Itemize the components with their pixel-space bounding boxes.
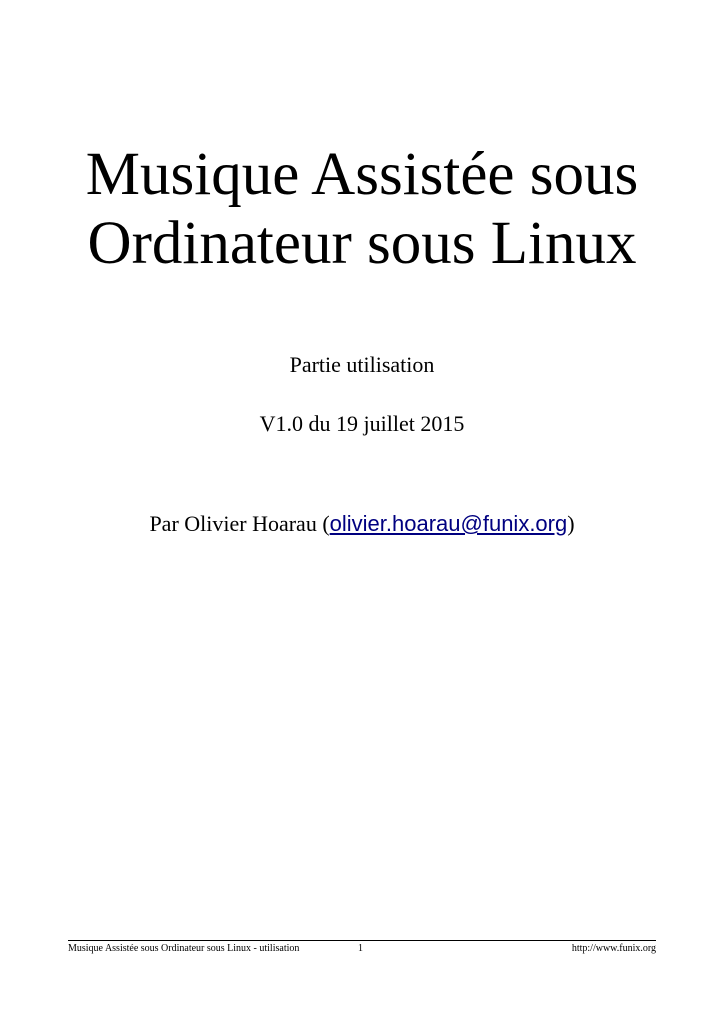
document-subtitle: Partie utilisation <box>289 352 435 377</box>
author-line <box>0 509 724 539</box>
title-line-2: Ordinateur sous Linux <box>87 210 637 277</box>
footer-page-number: 1 <box>358 943 363 954</box>
footer-document-title: Musique Assistée sous Ordinateur sous Linux - utilisation <box>68 943 300 954</box>
author-suffix: ) <box>567 511 575 536</box>
author-prefix: Par Olivier Hoarau ( <box>149 511 330 536</box>
author-email-link[interactable]: olivier.hoarau@funix.org <box>329 511 568 536</box>
footer-website: http://www.funix.org <box>571 943 656 954</box>
document-title <box>0 140 724 278</box>
page-footer <box>68 943 656 955</box>
footer-divider <box>68 940 656 941</box>
document-version: V1.0 du 19 juillet 2015 <box>259 411 465 436</box>
title-line-1: Musique Assistée sous <box>85 141 639 208</box>
